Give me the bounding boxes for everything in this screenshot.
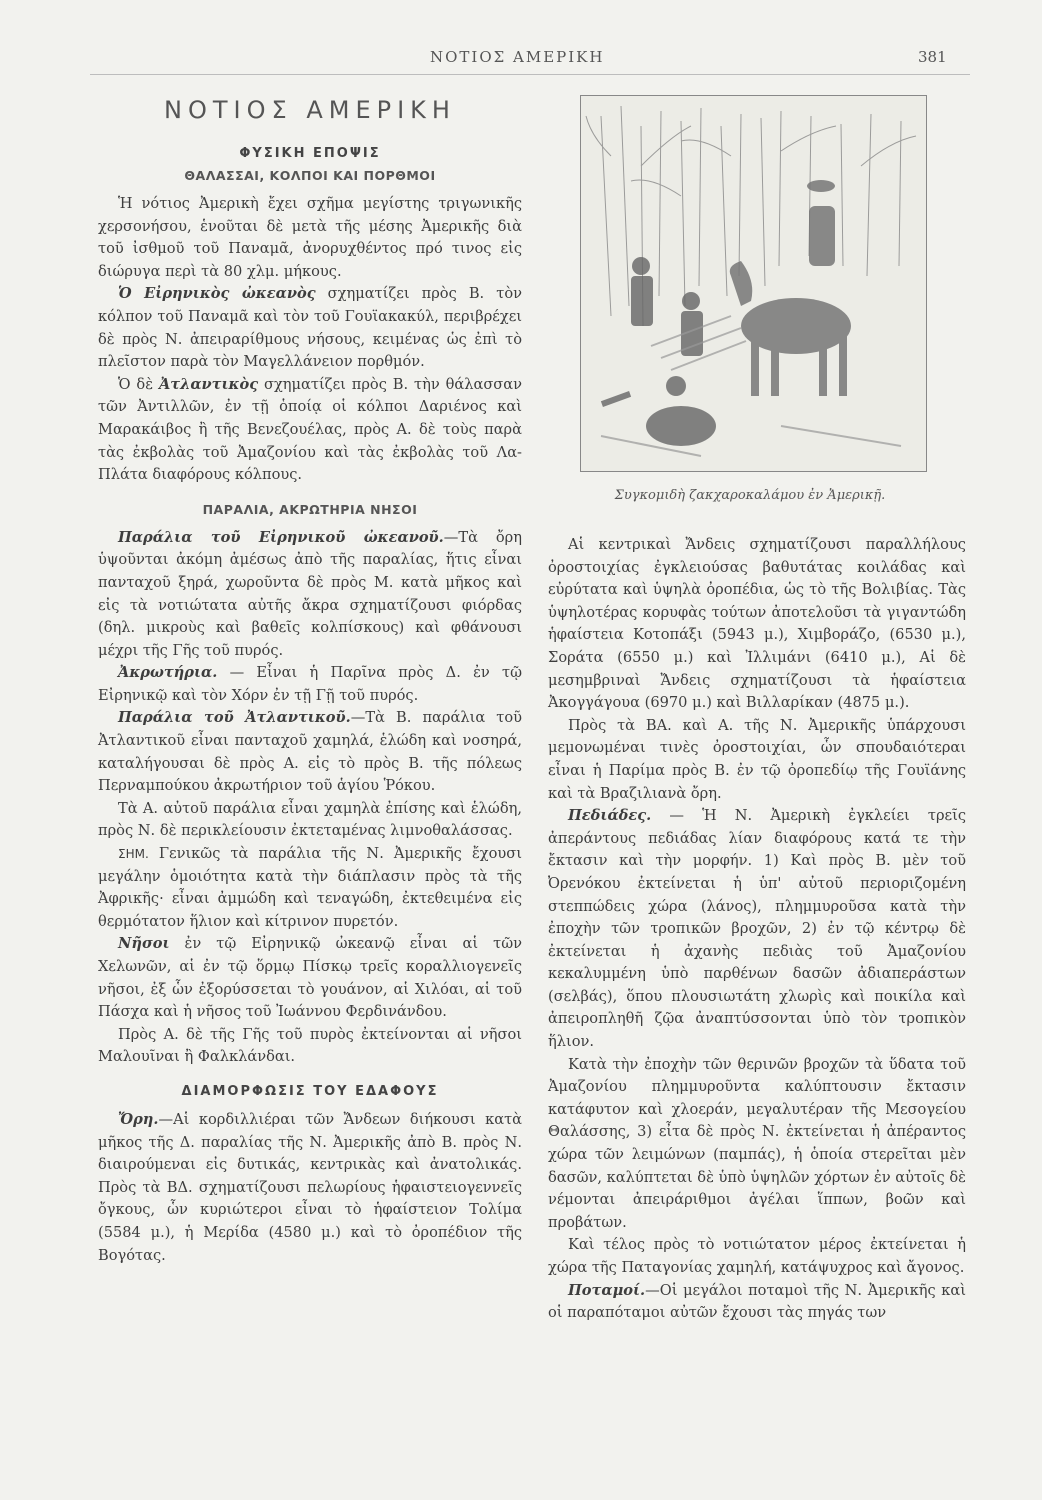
paragraph-plains-text: — Ἡ Ν. Ἀμερικὴ ἐγκλείει τρεῖς ἀπεράντους πεδιάδας λίαν διαφόρους κατά τε τὴν ἔκτασιν καὶ τὴν μορφήν. 1) Καὶ πρὸς Β. μὲν τοῦ Ὀρενόκου ἐκτείνεται ἡ ὑπ' αὐτοῦ περιοριζομένη στεππώδεις χώρα (λάνος), πλημμυροῦσα κατὰ τὴν ἐποχὴν τῶν τροπικῶν βροχῶν, 2) ἐν τῷ κέντρῳ δὲ ἐκτείνεται ἡ ἀχανὴς πεδιὰς τοῦ Ἀμαζονίου κεκαλυμμένη ὑπὸ παρθένων δασῶν ἀδιαπεράστων (σελβάς), ὅπου πλουσιωτάτη χλωρὶς καὶ ποικίλα καὶ ἀπειροπληθῆ ζῷα ἀναπτύσσονται ὑπὸ τὸν τροπικὸν ἥλιον. xyxy=(548,807,966,1051)
term-atlantic: Ἀτλαντικὸς xyxy=(158,375,259,393)
paragraph-atlantic-text: σχηματίζει πρὸς Β. τὴν θάλασσαν τῶν Ἀντιλλῶν, ἐν τῇ ὁποίᾳ οἱ κόλποι Δαριένος καὶ Μαρακάιβος ἢ τῆς Βενεζουέλας, πρὸς Α. δὲ τοὺς παρὰ τὰς ἐκβολὰς τοῦ Ἀμαζονίου καὶ τὰς ἐκβολὰς τοῦ Λα-Πλάτα διαφόρους κόλπους. xyxy=(98,375,522,484)
paragraph-islands-text: ἐν τῷ Εἰρηνικῷ ὠκεανῷ εἶναι αἱ τῶν Χελωνῶν, αἱ ἐν τῷ ὅρμῳ Πίσκῳ τρεῖς κοραλλιογενεῖς νῆσοι, ἐξ ὧν ἐξορύσσεται τὸ γουάνον, αἱ Χιλόαι, αἱ τοῦ Πάσχα καὶ ἡ νῆσος τοῦ Ἰωάννου Φερδινάνδου. xyxy=(98,935,522,1021)
paragraph-mountains-text: —Αἱ κορδιλλιέραι τῶν Ἄνδεων διήκουσι κατὰ μῆκος τῆς Δ. παραλίας τῆς Ν. Ἀμερικῆς ἀπὸ Β. πρὸς Ν. διαιρούμεναι εἰς δυτικάς, κεντρικὰς καὶ ἀνατολικάς. Πρὸς τὰ ΒΔ. σχηματίζουσι πελωρίους ἡφαιστειογεννεῖς ὄγκους, ὧν κυριώτεροι εἶναι τὸ ἡφαίστειον Τολίμα (5584 μ.), ἡ Μερίδα (4580 μ.) καὶ τὸ ὀροπέδιον τῆς Βογότας. xyxy=(98,1110,522,1264)
page-number: 381 xyxy=(918,48,947,66)
figure-caption: Συγκομιδὴ ζακχαροκαλάμου ἐν Ἀμερικῇ. xyxy=(614,488,886,503)
paragraph-pacific xyxy=(98,283,522,373)
term-pacific-coast: Παράλια τοῦ Εἰρηνικοῦ ὠκεανοῦ. xyxy=(118,528,444,546)
term-plains: Πεδιάδες. xyxy=(568,807,652,825)
paragraph-pacific-coast-text: —Τὰ ὄρη ὑψοῦνται ἀκόμη ἀμέσως ἀπὸ τῆς παραλίας, ἥτις εἶναι πανταχοῦ ξηρά, χωροῦντα δὲ πρὸς Μ. κατὰ μῆκος καὶ εἰς τὰ νοτιώτατα αὐτῆς ἄκρα σχηματίζουσι φιόρδας (δηλ. μικροὺς καὶ βαθεῖς κολπίσκους) καὶ φθάνουσι μέχρι τῆς Γῆς τοῦ πυρός. xyxy=(98,528,523,659)
paragraph-mountains xyxy=(98,1109,522,1267)
paragraph-central-andes: Αἱ κεντρικαὶ Ἄνδεις σχηματίζουσι παραλλήλους ὀροστοιχίας ἐγκλειούσας βαθυτάτας κοιλάδας καὶ εὐρύτατα καὶ ὑψηλὰ ὀροπέδια, ὡς τὸ τῆς Βολιβίας. Τὰς ὑψηλοτέρας κορυφὰς τούτων ἀποτελοῦσι τὰ γιγαντώδη ἡφαίστεια Κοτοπάξι (5943 μ.), Χιμβοράζο, (6530 μ.), Σοράτα (6550 μ.) καὶ Ἰλλιμάνι (6410 μ.), Αἱ δὲ μεσημβριναὶ Ἄνδεις σχηματίζουσι τὰ ἡφαίστεια Ἀκογγάγουα (6970 μ.) καὶ Βιλλαρίκαν (4875 μ.). xyxy=(548,536,966,712)
paragraph-pacific-text: σχηματίζει πρὸς Β. τὸν κόλπον τοῦ Παναμᾶ καὶ τὸν τοῦ Γουϊακακύλ, περιβρέχει δὲ πρὸς Ν. ἀπειραρίθμους νήσους, κειμένας ὡς ἐπὶ τὸ πλεῖστον παρὰ τὸν Μαγελλάνειον πορθμόν. xyxy=(98,285,522,371)
paragraph-islands xyxy=(98,933,522,1023)
subheading-terrain: ΔΙΑΜΟΡΦΩΣΙΣ ΤΟΥ ΕΔΑΦΟΥΣ xyxy=(181,1083,439,1099)
term-pacific: Ὁ Εἰρηνικὸς ὠκεανὸς xyxy=(118,285,316,303)
paragraph-plains xyxy=(548,805,966,1054)
subheading-seas: ΘΑΛΑΣΣΑΙ, ΚΟΛΠΟΙ ΚΑΙ ΠΟΡΘΜΟΙ xyxy=(184,168,436,183)
paragraph-amazon: Κατὰ τὴν ἐποχὴν τῶν θερινῶν βροχῶν τὰ ὕδατα τοῦ Ἀμαζονίου πλημμυροῦντα καλύπτουσιν ἔκτασιν κατάφυτον καὶ χλοεράν, μεγαλυτέραν τῆς Μεσογείου Θαλάσσης, 3) εἶτα δὲ πρὸς Ν. ἐκτείνεται ἡ ἀπέραντος χώρα τῶν λειμώνων (παμπάς), ἡ ὁποία στερεῖται μὲν δασῶν, καλύπτεται δὲ ὑπὸ ὑψηλῶν χόρτων ἐν αὐτοῖς δὲ νέμονται ἀπειράριθμοι ἀγέλαι ἵππων, βοῶν καὶ προβάτων. xyxy=(548,1055,966,1231)
paragraph-patagonia: Καὶ τέλος πρὸς τὸ νοτιώτατον μέρος ἐκτείνεται ἡ χώρα τῆς Παταγονίας χαμηλή, κατάψυχρος καὶ ἄγονος. xyxy=(548,1236,966,1276)
paragraph-east-coast: Τὰ Α. αὐτοῦ παράλια εἶναι χαμηλὰ ἐπίσης καὶ ἑλώδη, πρὸς Ν. δὲ περικλείουσιν ἐκτεταμένας λιμνοθαλάσσας. xyxy=(98,799,522,840)
term-islands: Νῆσοι xyxy=(118,935,170,953)
paragraph-rivers-text: —Οἱ μεγάλοι ποταμοὶ τῆς Ν. Ἀμερικῆς καὶ οἱ παραπόταμοι αὐτῶν ἔχουσι τὰς πηγάς των xyxy=(548,1281,966,1322)
running-title: ΝΟΤΙΟΣ ΑΜΕΡΙΚΗ xyxy=(430,48,605,66)
paragraph-atlantic-coast xyxy=(98,707,522,797)
term-atlantic-coast: Παράλια τοῦ Ἀτλαντικοῦ. xyxy=(118,709,351,727)
header-rule xyxy=(90,74,970,75)
section-title: ΝΟΤΙΟΣ ΑΜΕΡΙΚΗ xyxy=(164,96,456,124)
paragraph-falklands: Πρὸς Α. δὲ τῆς Γῆς τοῦ πυρὸς ἐκτείνονται αἱ νῆσοι Μαλουῖναι ἢ Φαλκλάνδαι. xyxy=(98,1025,522,1066)
paragraph-atlantic-pre: Ὁ δὲ xyxy=(118,375,159,393)
term-capes: Ἀκρωτήρια. xyxy=(118,664,218,682)
subheading-physical-view: ΦΥΣΙΚΗ ΕΠΟΨΙΣ xyxy=(239,146,381,161)
paragraph-capes xyxy=(98,662,522,707)
paragraph-atlantic xyxy=(98,374,522,487)
subheading-coasts: ΠΑΡΑΛΙΑ, ΑΚΡΩΤΗΡΙΑ ΝΗΣΟΙ xyxy=(202,501,418,517)
paragraph-capes-text: — Εἶναι ἡ Παρῖνα πρὸς Δ. ἐν τῷ Εἰρηνικῷ καὶ τὸν Χόρν ἐν τῇ Γῇ τοῦ πυρός. xyxy=(98,664,522,704)
running-head xyxy=(0,48,1042,72)
paragraph-ranges: Πρὸς τὰ ΒΑ. καὶ Α. τῆς Ν. Ἀμερικῆς ὑπάρχουσι μεμονωμέναι τινὲς ὀροστοιχίαι, ὧν σπουδαιότεραι εἶναι ἡ Παρίμα πρὸς Β. ἐν τῷ ὀροπεδίῳ τῆς Γουϊάνης καὶ τὰ Βραζιλιανὰ ὄρη. xyxy=(548,716,966,802)
left-column xyxy=(98,95,522,1267)
engraving-sugarcane-harvest xyxy=(580,95,927,472)
term-rivers: Ποταμοί. xyxy=(568,1281,646,1299)
term-note: ΣΗΜ. xyxy=(118,847,149,862)
paragraph-intro: Ἡ νότιος Ἀμερικὴ ἔχει σχῆμα μεγίστης τριγωνικῆς χερσονήσου, ἑνοῦται δὲ μετὰ τῆς μέσης Ἀμερικῆς διὰ τοῦ ἰσθμοῦ τοῦ Παναμᾶ, ἀνορυχθέντος πρό τινος εἰς διώρυγα περὶ τὰ 80 χλμ. μήκους. xyxy=(98,195,522,280)
paragraph-rivers xyxy=(548,1280,966,1325)
paragraph-pacific-coast xyxy=(98,527,522,663)
paragraph-note xyxy=(98,843,522,933)
paragraph-note-text: Γενικῶς τὰ παράλια τῆς Ν. Ἀμερικῆς ἔχουσι μεγάλην ὁμοιότητα κατὰ τὴν διάπλασιν πρὸς τὰ τῆς Ἀφρικῆς· εἶναι ἀμμώδη καὶ τεναγώδη, ἐκτεθειμένα εἰς θερμότατον ἥλιον καὶ κίτρινον πυρετόν. xyxy=(98,845,522,930)
right-column xyxy=(548,534,966,1325)
paragraph-atlantic-coast-text: —Τὰ Β. παράλια τοῦ Ἀτλαντικοῦ εἶναι πανταχοῦ χαμηλά, ἑλώδη καὶ νοσηρά, καταλήγουσαι δὲ πρὸς Α. εἰς τὸ πρὸς Β. τῆς πόλεως Περναμπούκου ἀκρωτήριον τοῦ ἁγίου Ῥόκου. xyxy=(98,709,523,795)
term-mountains: Ὄρη. xyxy=(118,1110,159,1128)
engraving-illustration xyxy=(581,96,926,471)
